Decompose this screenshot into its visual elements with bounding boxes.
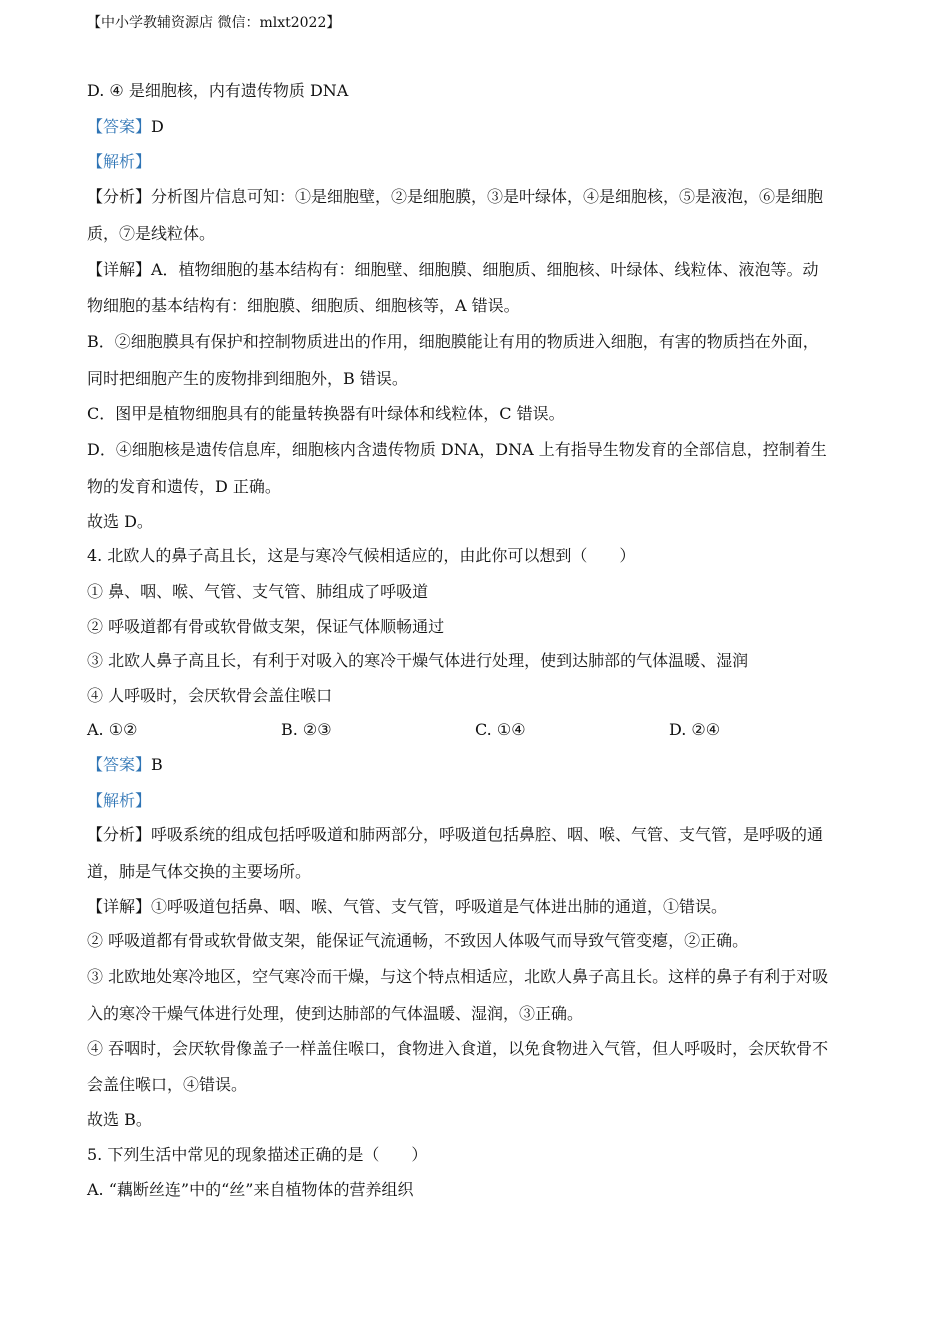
q3-d-line-1: D．④细胞核是遗传信息库，细胞核内含遗传物质 DNA，DNA 上有指导生物发育的全部信息，控制着生 bbox=[87, 440, 827, 459]
q3-option-d: D. ④ 是细胞核，内有遗传物质 DNA bbox=[87, 81, 349, 100]
q4-statement-1: ① 鼻、咽、喉、气管、支气管、肺组成了呼吸道 bbox=[87, 582, 429, 601]
q3-fenxi-line-1: 【分析】分析图片信息可知：①是细胞壁，②是细胞膜，③是叶绿体，④是细胞核，⑤是液泡，⑥是细胞 bbox=[87, 187, 824, 206]
q3-answer bbox=[87, 117, 862, 137]
q4-xiangjie-line-1: 【详解】①呼吸道包括鼻、咽、喉、气管、支气管，呼吸道是气体进出肺的通道，①错误。 bbox=[87, 897, 728, 916]
q3-b-line-2: 同时把细胞产生的废物排到细胞外，B 错误。 bbox=[87, 369, 408, 388]
q4-fenxi-line-1: 【分析】呼吸系统的组成包括呼吸道和肺两部分，呼吸道包括鼻腔、咽、喉、气管、支气管，是呼吸的通 bbox=[87, 825, 824, 844]
q3-d-line-2: 物的发育和遗传，D 正确。 bbox=[87, 477, 281, 496]
answer-value: D bbox=[151, 117, 164, 136]
q4-statement-3: ③ 北欧人鼻子高且长，有利于对吸入的寒冷干燥气体进行处理，使到达肺部的气体温暖、湿润 bbox=[87, 651, 749, 670]
q3-analysis-tag: 【解析】 bbox=[87, 152, 152, 171]
page-header: 【中小学教辅资源店 微信：mlxt2022】 bbox=[87, 15, 341, 31]
q3-choose: 故选 D。 bbox=[87, 512, 153, 531]
q4-statement-2: ② 呼吸道都有骨或软骨做支架，保证气体顺畅通过 bbox=[87, 617, 445, 636]
q4-explain-3-line-1: ③ 北欧地处寒冷地区，空气寒冷而干燥，与这个特点相适应，北欧人鼻子高且长。这样的鼻子有利于对吸 bbox=[87, 967, 829, 986]
q4-analysis-tag: 【解析】 bbox=[87, 791, 152, 810]
q4-option-a: A. ①② bbox=[87, 720, 138, 739]
q4-statement-4: ④ 人呼吸时，会厌软骨会盖住喉口 bbox=[87, 686, 333, 705]
q4-explain-4-line-1: ④ 吞咽时，会厌软骨像盖子一样盖住喉口，食物进入食道，以免食物进入气管，但人呼吸时，会厌软骨不 bbox=[87, 1039, 829, 1058]
answer-tag: 【答案】 bbox=[87, 755, 152, 774]
q4-answer bbox=[87, 755, 862, 775]
q4-explain-3-line-2: 入的寒冷干燥气体进行处理，使到达肺部的气体温暖、湿润，③正确。 bbox=[87, 1004, 584, 1023]
q4-choose: 故选 B。 bbox=[87, 1110, 152, 1129]
q3-b-line-1: B．②细胞膜具有保护和控制物质进出的作用，细胞膜能让有用的物质进入细胞，有害的物质挡在外面， bbox=[87, 332, 819, 351]
q5-stem: 5. 下列生活中常见的现象描述正确的是（ ） bbox=[87, 1145, 428, 1164]
answer-tag: 【答案】 bbox=[87, 117, 152, 136]
q3-c-line: C．图甲是植物细胞具有的能量转换器有叶绿体和线粒体，C 错误。 bbox=[87, 404, 565, 423]
q4-option-d: D. ②④ bbox=[669, 720, 721, 739]
q4-fenxi-line-2: 道，肺是气体交换的主要场所。 bbox=[87, 862, 312, 881]
q3-fenxi-line-2: 质，⑦是线粒体。 bbox=[87, 224, 216, 243]
q5-option-a: A. “藕断丝连”中的“丝”来自植物体的营养组织 bbox=[87, 1180, 414, 1199]
q4-stem: 4. 北欧人的鼻子高且长，这是与寒冷气候相适应的，由此你可以想到（ ） bbox=[87, 546, 636, 565]
q3-xiangjie-line-1: 【详解】A．植物细胞的基本结构有：细胞壁、细胞膜、细胞质、细胞核、叶绿体、线粒体、液泡等。动 bbox=[87, 260, 819, 279]
q4-option-c: C. ①④ bbox=[475, 720, 526, 739]
q4-explain-4-line-2: 会盖住喉口，④错误。 bbox=[87, 1075, 248, 1094]
q4-explain-2: ② 呼吸道都有骨或软骨做支架，能保证气流通畅，不致因人体吸气而导致气管变瘪，②正确。 bbox=[87, 931, 749, 950]
q3-xiangjie-line-2: 物细胞的基本结构有：细胞膜、细胞质、细胞核等，A 错误。 bbox=[87, 296, 520, 315]
answer-value: B bbox=[151, 755, 163, 774]
q4-option-b: B. ②③ bbox=[281, 720, 332, 739]
